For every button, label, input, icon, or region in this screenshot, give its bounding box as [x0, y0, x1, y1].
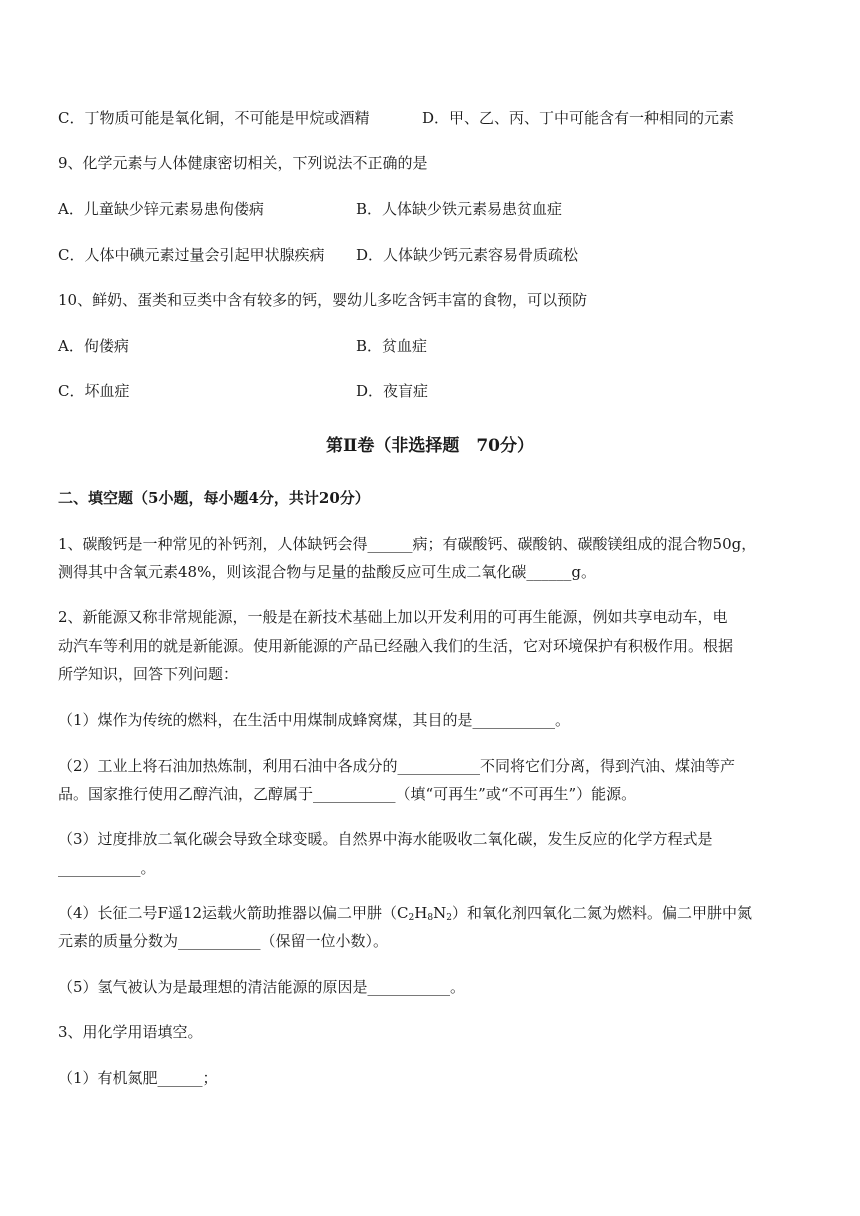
section-heading: 二、填空题（5小题，每小题4分，共计20分）: [58, 489, 370, 507]
fill2-line1: 2、新能源又称非常规能源，一般是在新技术基础上加以开发利用的可再生能源，例如共享电动车，电: [58, 608, 728, 626]
fill2-part1: （1）煤作为传统的燃料，在生活中用煤制成蜂窝煤，其目的是___________。: [58, 711, 571, 729]
formula-subscript-n: 2: [446, 913, 452, 923]
fill3-stem: 3、用化学用语填空。: [58, 1023, 203, 1041]
fill2-part3-line1: （3）过度排放二氧化碳会导致全球变暖。自然界中海水能吸收二氧化碳，发生反应的化学方程式是: [58, 830, 713, 848]
q10-option-b: B．贫血症: [356, 337, 428, 355]
q10-option-a: A．佝偻病: [58, 337, 129, 355]
fill3-part1: （1）有机氮肥______；: [58, 1069, 218, 1087]
fill2-part2-line2: 品。国家推行使用乙醇汽油，乙醇属于___________（填“可再生”或“不可再生”）能源。: [58, 785, 637, 803]
fill2-line2: 动汽车等利用的就是新能源。使用新能源的产品已经融入我们的生活，它对环境保护有积极作用。根据: [58, 637, 734, 655]
fill2-part4-text-before: （4）长征二号F遥12运载火箭助推器以偏二甲肼（C: [58, 904, 409, 922]
q10-stem: 10、鲜奶、蛋类和豆类中含有较多的钙，婴幼儿多吃含钙丰富的食物，可以预防: [58, 291, 588, 309]
q8-option-d: D．甲、乙、丙、丁中可能含有一种相同的元素: [422, 109, 735, 127]
fill1-line1: 1、碳酸钙是一种常见的补钙剂，人体缺钙会得______病；有碳酸钙、碳酸钠、碳酸镁组成的混合物50g，: [58, 535, 757, 553]
fill2-line3: 所学知识，回答下列问题：: [58, 665, 239, 683]
formula-subscript-c: 2: [408, 913, 415, 923]
fill2-part5: （5）氢气被认为是最理想的清洁能源的原因是___________。: [58, 978, 466, 996]
fill2-part4-line1: [58, 903, 752, 928]
q9-option-b: B．人体缺少铁元素易患贫血症: [356, 200, 563, 218]
fill2-part3-line2: ___________。: [58, 859, 156, 877]
q10-option-c: C．坏血症: [58, 382, 130, 400]
q9-option-d: D．人体缺少钙元素容易骨质疏松: [356, 246, 579, 264]
q10-option-d: D．夜盲症: [356, 382, 429, 400]
part2-title: 第Ⅱ卷（非选择题 70分）: [326, 436, 534, 456]
fill2-part4-text-after: ）和氧化剂四氧化二氮为燃料。偏二甲肼中氮: [451, 904, 752, 922]
formula-n: N: [433, 904, 447, 922]
fill1-line2: 测得其中含氧元素48%，则该混合物与足量的盐酸反应可生成二氧化碳______g。: [58, 563, 596, 581]
fill2-part2-line1: （2）工业上将石油加热炼制，利用石油中各成分的___________不同将它们分离，得到汽油、煤油等产: [58, 757, 736, 775]
q9-option-c: C．人体中碘元素过量会引起甲状腺疾病: [58, 246, 325, 264]
formula-subscript-h: 8: [427, 913, 434, 923]
fill2-part4-line2: 元素的质量分数为___________（保留一位小数）。: [58, 932, 389, 950]
q9-option-a: A．儿童缺少锌元素易患佝偻病: [58, 200, 264, 218]
q8-option-c: C．丁物质可能是氧化铜，不可能是甲烷或酒精: [58, 109, 370, 127]
q9-stem: 9、化学元素与人体健康密切相关，下列说法不正确的是: [58, 154, 428, 172]
formula-h: H: [414, 904, 428, 922]
